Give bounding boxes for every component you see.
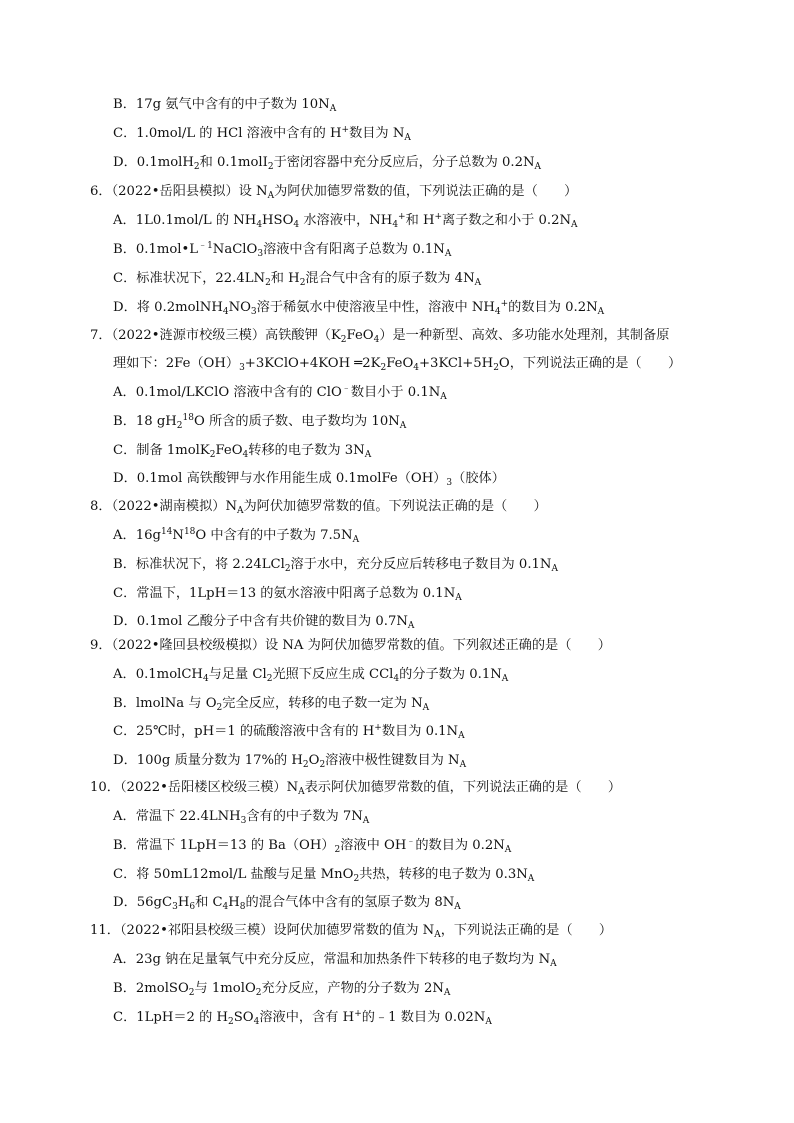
option-b: B．17g 氨气中含有的中子数为 $10N_A$ — [113, 97, 337, 114]
question-6: 6．（2022•岳阳县模拟）设 $N_A$为阿伏加德罗常数的值，下列说法正确的是（ ） — [90, 184, 578, 201]
question-9: 9．（2022•隆回县校级模拟）设 NA 为阿伏加德罗常数的值。下列叙述正确的是（ ） — [90, 638, 611, 653]
option-d: D．0.1molH$_2$和 0.1molI$_2$于密闭容器中充分反应后，分子总数为 $0.2N_A$ — [113, 155, 541, 172]
question-7: 7．（2022•涟源市校级三模）高铁酸钾$(K_2FeO_4)$是一种新型、高效、多功能水处理剂，其制备原 — [90, 328, 670, 345]
option-d: D．$56gC_3H_6$和 $C_4H_8$的混合气体中含有的氢原子数为 $8N_A$ — [113, 895, 461, 912]
option-d: D．100g 质量分数为 17%的 $H_2O_2$溶液中极性键数目为 $N_A$ — [113, 753, 467, 770]
question-8: 8．（2022•湖南模拟）$N_A$为阿伏加德罗常数的值。下列说法正确的是（ ） — [90, 499, 547, 516]
option-a: A．$16g^{14}N^{18}O$ 中含有的中子数为 $7.5N_A$ — [113, 527, 360, 545]
option-b: B．lmolNa 与 $O_2$完全反应，转移的电子数一定为 $N_A$ — [113, 696, 430, 713]
option-c: C．常温下，1LpH＝13 的氨水溶液中阳离子总数为 $0.1N_A$ — [113, 586, 462, 603]
question-7-continued: 理如下：$2Fe(OH)_3+3KClO+4KOH$ $═2K_2FeO_4+3KCl+5H_2O$，下列说法正确的是（ ） — [113, 356, 682, 373]
option-c: C．25℃时，pH＝1 的硫酸溶液中含有的 H+数目为 $0.1N_A$ — [113, 723, 465, 741]
option-c: C．1.0mol/L 的 HCl 溶液中含有的 H+数目为 $N_A$ — [113, 125, 411, 143]
option-a: A．0.1molCH$_4$与足量 $Cl_2$光照下反应生成 CCl$_4$的分子数为 $0.1N_A$ — [113, 667, 509, 684]
option-b: B．2molSO$_2$与 1molO$_2$充分反应，产物的分子数为 $2N_A$ — [113, 981, 451, 998]
option-d: D．0.1mol 乙酸分子中含有共价键的数目为 $0.7N_A$ — [113, 614, 415, 631]
option-b: B．$0.1mol•L^{﹣1}NaClO_3$溶液中含有阳离子总数为 $0.1N_A$ — [113, 241, 452, 259]
option-d: D．将 $0.2molNH_4NO_3$溶于稀氨水中使溶液呈中性，溶液中 $NH_4^+$的数目为 $0.2N_A$ — [113, 299, 605, 317]
option-c: C．制备 1molK$_2$FeO$_4$转移的电子数为 $3N_A$ — [113, 443, 372, 460]
option-c: C．1LpH＝2 的 $H_2SO_4$溶液中，含有 H+的﹣1 数目为 $0.02N_A$ — [113, 1009, 492, 1027]
option-d: D．0.1mol 高铁酸钾与水作用能生成 $0.1molFe(OH)_3$（胶体） — [113, 471, 505, 488]
question-10: 10．（2022•岳阳楼区校级三模）$N_A$表示阿伏加德罗常数的值，下列说法正确的是（ ） — [90, 780, 622, 797]
option-b: B．标准状况下，将 2.24LCl$_2$溶于水中，充分反应后转移电子数目为 $0.1N_A$ — [113, 557, 558, 574]
question-11: 11．（2022•祁阳县校级三模）设阿伏加德罗常数的值为 $N_A$，下列说法正确的是（ ） — [90, 923, 613, 940]
option-b: B．18 $gH_2^{18}O$ 所含的质子数、电子数均为 $10N_A$ — [113, 413, 407, 431]
option-a: A．23g 钠在足量氧气中充分反应，常温和加热条件下转移的电子数均为 $N_A$ — [113, 952, 557, 969]
option-a: A．常温下 $22.4LNH_3$含有的中子数为 $7N_A$ — [113, 809, 370, 826]
option-b: B．常温下 1LpH＝13 的 $Ba(OH)_2$溶液中 OH﹣的数目为 $0.2N_A$ — [113, 837, 512, 855]
option-a: A．1L0.1mol/L 的 $NH_4HSO_4$ 水溶液中，$NH_4^+$和 H+离子数之和小于 $0.2N_A$ — [113, 212, 578, 230]
option-c: C．标准状况下，$22.4LN_2$和 $H_2$混合气中含有的原子数为 $4N_A$ — [113, 271, 482, 288]
option-c: C．将 50mL12mol/L 盐酸与足量 MnO$_2$共热，转移的电子数为 $0.3N_A$ — [113, 867, 535, 884]
option-a: A．0.1mol/LKClO 溶液中含有的 ClO﹣数目小于 $0.1N_A$ — [113, 384, 447, 402]
